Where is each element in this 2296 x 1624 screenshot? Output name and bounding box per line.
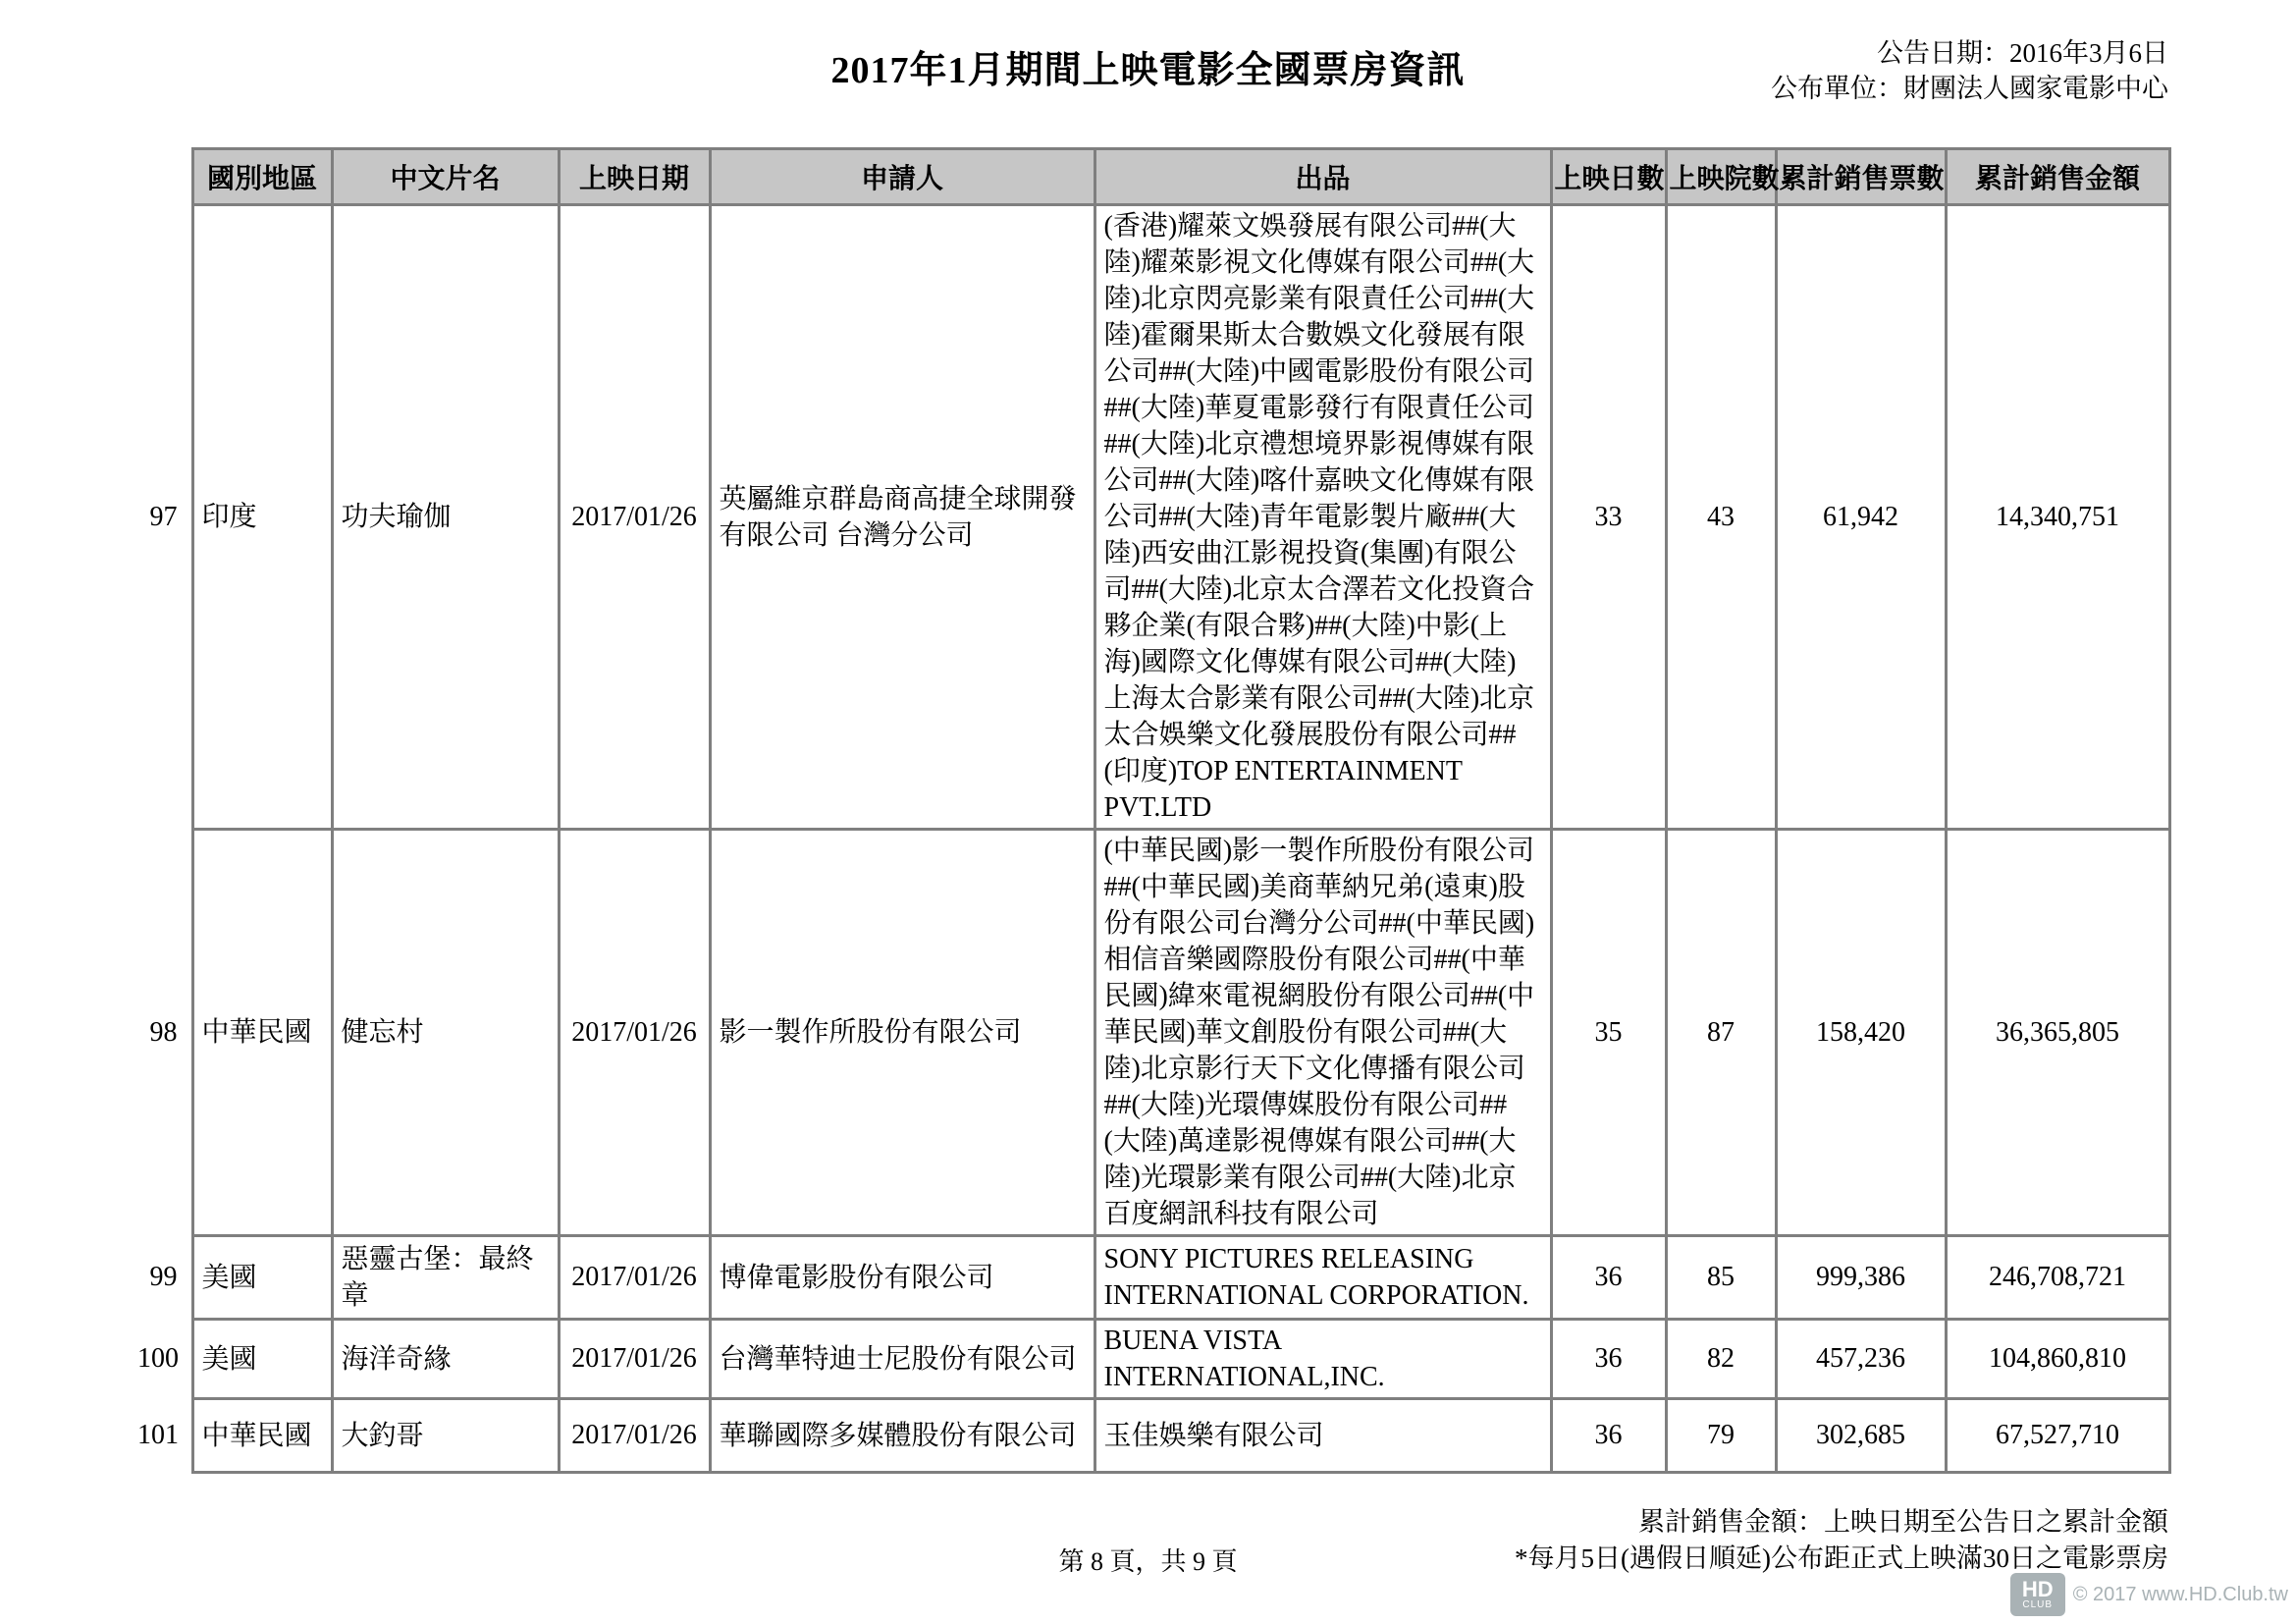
boxoffice-table [137,147,2171,1474]
cell-tickets: 61,942 [1776,205,1946,830]
cell-film-title: 功夫瑜伽 [332,205,559,830]
cell-amount: 104,860,810 [1946,1320,2169,1399]
cell-theaters: 79 [1666,1399,1776,1473]
cell-production: SONY PICTURES RELEASING INTERNATIONAL CORPORATION. [1095,1236,1551,1320]
cell-film-title: 惡靈古堡：最終章 [332,1236,559,1320]
row-number-header [137,149,192,205]
column-header-tickets: 累計銷售票數 [1776,149,1946,205]
cell-days: 36 [1551,1236,1666,1320]
cell-days: 36 [1551,1399,1666,1473]
cell-applicant: 影一製作所股份有限公司 [710,830,1095,1236]
cell-release-date: 2017/01/26 [559,205,710,830]
watermark-text: © 2017 www.HD.Club.tw [2072,1583,2288,1605]
cell-applicant: 華聯國際多媒體股份有限公司 [710,1399,1095,1473]
hdclub-logo-icon: HD CLUB [2010,1573,2065,1616]
cell-applicant: 博偉電影股份有限公司 [710,1236,1095,1320]
table-row [137,830,2169,1236]
watermark [2010,1573,2288,1616]
cell-tickets: 158,420 [1776,830,1946,1236]
column-header-amount: 累計銷售金額 [1946,149,2169,205]
cell-tickets: 302,685 [1776,1399,1946,1473]
row-number: 101 [137,1420,179,1450]
cell-theaters: 43 [1666,205,1776,830]
footnote-line-1: 累計銷售金額：上映日期至公告日之累計金額 [1638,1507,2168,1537]
row-number: 98 [149,1016,178,1048]
cell-region: 中華民國 [192,1399,332,1473]
announce-unit: 公布單位：財團法人國家電影中心 [1771,74,2168,103]
column-header-production: 出品 [1095,149,1551,205]
row-number: 97 [149,501,178,532]
cell-release-date: 2017/01/26 [559,1399,710,1473]
column-header-region: 國別地區 [192,149,332,205]
cell-region: 中華民國 [192,830,332,1236]
cell-region: 印度 [192,205,332,830]
column-header-applicant: 申請人 [710,149,1095,205]
cell-region: 美國 [192,1236,332,1320]
announce-date: 公告日期：2016年3月6日 [1877,38,2168,68]
column-header-days: 上映日數 [1551,149,1666,205]
cell-film-title: 大釣哥 [332,1399,559,1473]
cell-theaters: 82 [1666,1320,1776,1399]
cell-theaters: 87 [1666,830,1776,1236]
footnote-line-2: *每月5日(遇假日順延)公布距正式上映滿30日之電影票房 [1515,1543,2168,1573]
column-header-release-date: 上映日期 [559,149,710,205]
cell-days: 36 [1551,1320,1666,1399]
cell-release-date: 2017/01/26 [559,1320,710,1399]
cell-production: 玉佳娛樂有限公司 [1095,1399,1551,1473]
cell-days: 35 [1551,830,1666,1236]
row-number: 100 [137,1343,179,1374]
announcement-meta [1771,35,2168,106]
cell-applicant: 英屬維京群島商高捷全球開發有限公司 台灣分公司 [710,205,1095,830]
cell-production: BUENA VISTA INTERNATIONAL,INC. [1095,1320,1551,1399]
cell-applicant: 台灣華特迪士尼股份有限公司 [710,1320,1095,1399]
cell-production: (香港)耀萊文娛發展有限公司##(大陸)耀萊影視文化傳媒有限公司##(大陸)北京閃亮影業有限責任公司##(大陸)霍爾果斯太合數娛文化發展有限公司##(大陸)中國電影股份有限公司##(大陸)華夏電影發行有限責任公司##(大陸)北京禮想境界影視傳媒有限公司##(大陸)喀什嘉映文化傳媒有限公司##(大陸)青年電影製片廠##(大陸)西安曲江影視投資(集團)有限公司##(大陸)北京太合澤若文化投資合夥企業(有限合夥)##(大陸)中影(上海)國際文化傳媒有限公司##(大陸)上海太合影業有限公司##(大陸)北京太合娛樂文化發展股份有限公司##(印度)TOP ENTERTAINMENT PVT.LTD [1095,205,1551,830]
cell-amount: 246,708,721 [1946,1236,2169,1320]
cell-release-date: 2017/01/26 [559,830,710,1236]
cell-amount: 14,340,751 [1946,205,2169,830]
cell-production: (中華民國)影一製作所股份有限公司##(中華民國)美商華納兄弟(遠東)股份有限公司台灣分公司##(中華民國)相信音樂國際股份有限公司##(中華民國)緯來電視網股份有限公司##(中華民國)華文創股份有限公司##(大陸)北京影行天下文化傳播有限公司##(大陸)光環傳媒股份有限公司##(大陸)萬達影視傳媒有限公司##(大陸)光環影業有限公司##(大陸)北京百度網訊科技有限公司 [1095,830,1551,1236]
cell-region: 美國 [192,1320,332,1399]
table-header-row [137,149,2169,205]
cell-days: 33 [1551,205,1666,830]
table-row [137,205,2169,830]
page-title: 2017年1月期間上映電影全國票房資訊 [830,50,1466,91]
cell-film-title: 健忘村 [332,830,559,1236]
cell-tickets: 457,236 [1776,1320,1946,1399]
table-row [137,1399,2169,1473]
cell-tickets: 999,386 [1776,1236,1946,1320]
footnotes [1515,1504,2168,1577]
cell-theaters: 85 [1666,1236,1776,1320]
page-number: 第 8 頁，共 9 頁 [1058,1547,1238,1576]
row-number: 99 [149,1262,178,1292]
cell-amount: 36,365,805 [1946,830,2169,1236]
cell-film-title: 海洋奇緣 [332,1320,559,1399]
table-row [137,1320,2169,1399]
cell-release-date: 2017/01/26 [559,1236,710,1320]
column-header-film-title: 中文片名 [332,149,559,205]
column-header-theaters: 上映院數 [1666,149,1776,205]
cell-amount: 67,527,710 [1946,1399,2169,1473]
table-row [137,1236,2169,1320]
